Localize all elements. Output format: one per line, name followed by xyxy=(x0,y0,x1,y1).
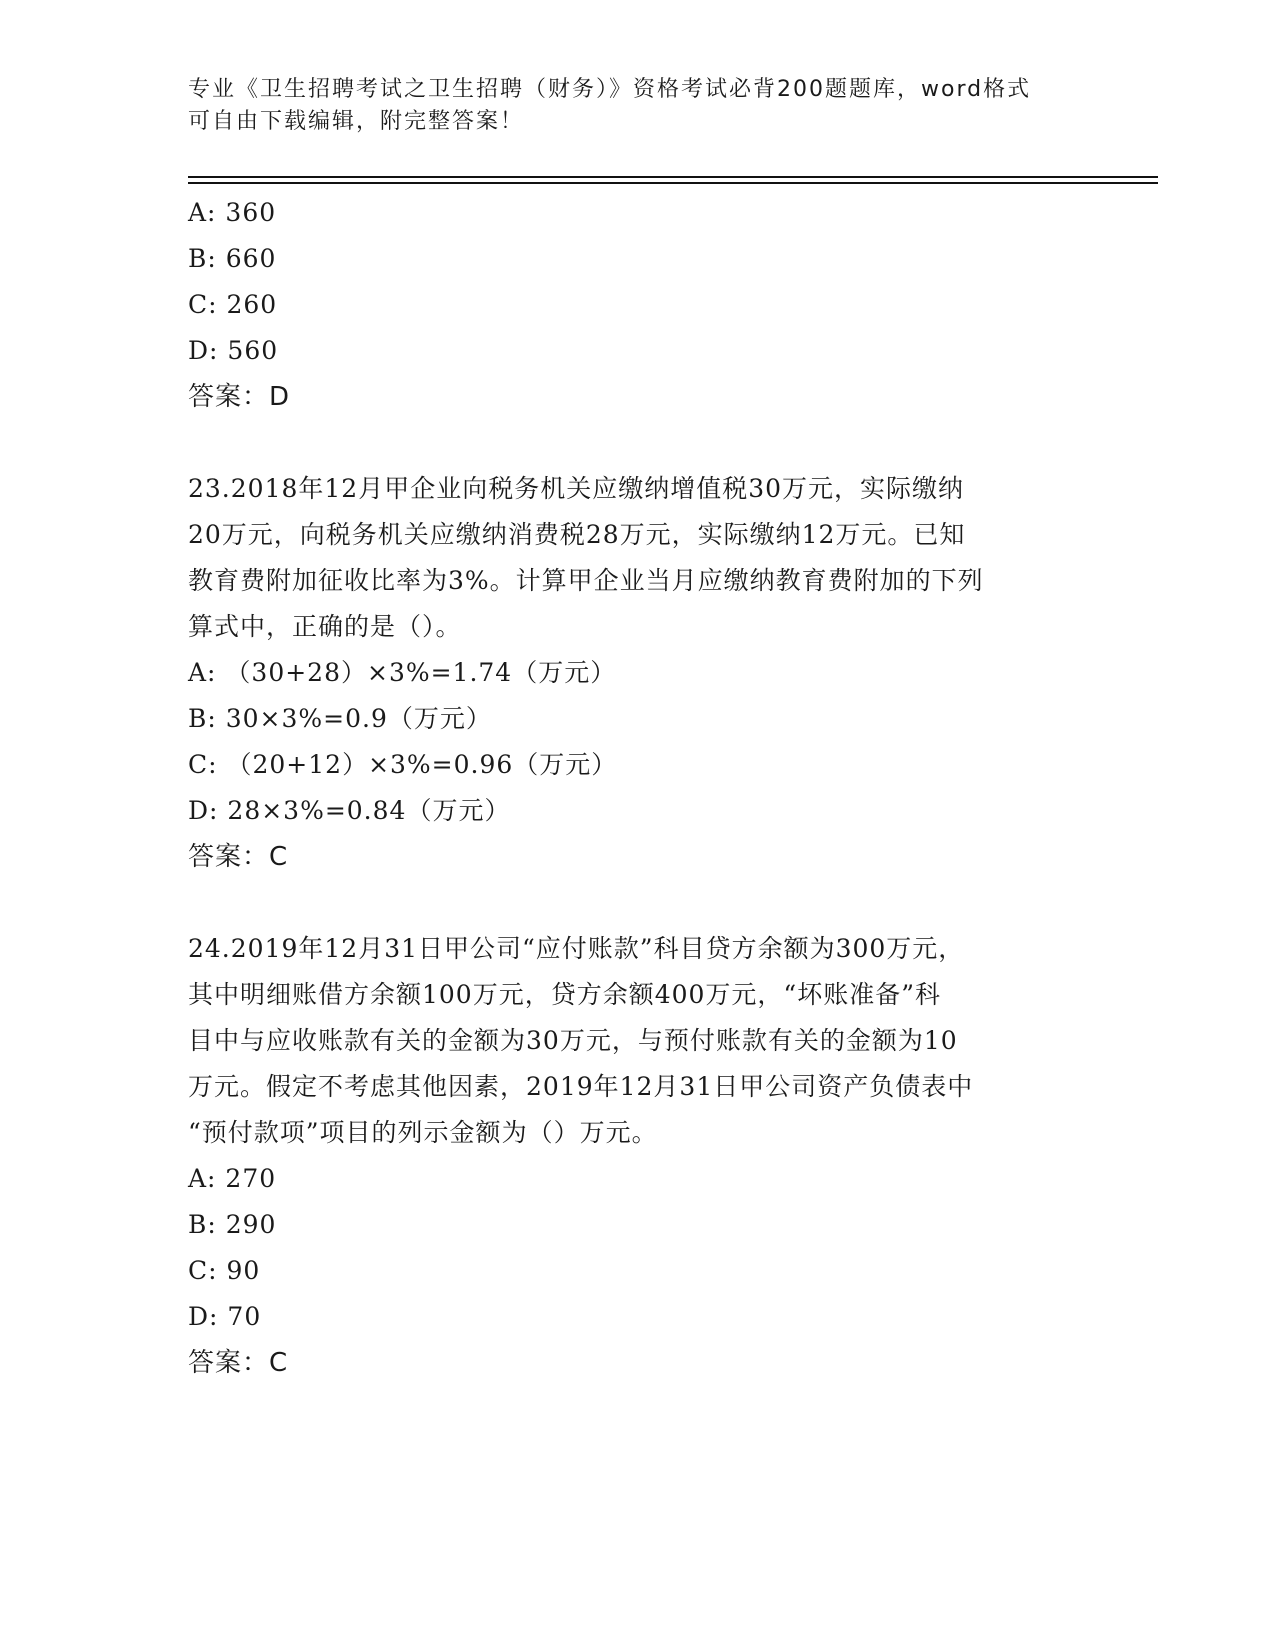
header-line-2: 可自由下载编辑，附完整答案！ xyxy=(188,109,525,134)
option-c: C: （20+12）×3%=0.96（万元） xyxy=(188,750,618,779)
question-24-block xyxy=(188,926,1088,1386)
spacer xyxy=(188,880,1088,926)
question-text-line: 20万元，向税务机关应缴纳消费税28万元，实际缴纳12万元。已知 xyxy=(188,520,966,549)
question-text-line: 目中与应收账款有关的金额为30万元，与预付账款有关的金额为10 xyxy=(188,1026,958,1055)
document-header xyxy=(188,74,1078,138)
answer-line: 答案：C xyxy=(188,842,289,872)
question-23-block xyxy=(188,466,1088,880)
answer-line: 答案：C xyxy=(188,1348,289,1378)
prev-question-block xyxy=(188,190,1088,420)
answer-line: 答案：D xyxy=(188,382,291,412)
question-text-line: “预付款项”项目的列示金额为（）万元。 xyxy=(188,1118,658,1147)
option-c: C: 90 xyxy=(188,1256,261,1285)
header-rule-bottom xyxy=(188,182,1158,184)
question-text-line: 万元。假定不考虑其他因素，2019年12月31日甲公司资产负债表中 xyxy=(188,1072,974,1101)
option-a: A: 270 xyxy=(188,1164,277,1193)
option-a: A: 360 xyxy=(188,198,277,227)
option-d: D: 28×3%=0.84（万元） xyxy=(188,796,511,825)
question-text-line: 23.2018年12月甲企业向税务机关应缴纳增值税30万元，实际缴纳 xyxy=(188,474,965,503)
question-text-line: 24.2019年12月31日甲公司“应付账款”科目贷方余额为300万元， xyxy=(188,934,965,963)
question-content xyxy=(188,190,1088,1386)
option-c: C: 260 xyxy=(188,290,278,319)
question-text-line: 算式中，正确的是（）。 xyxy=(188,612,462,641)
option-b: B: 660 xyxy=(188,244,277,273)
header-line-1: 专业《卫生招聘考试之卫生招聘（财务）》资格考试必背200题题库，word格式 xyxy=(188,77,1032,102)
option-b: B: 290 xyxy=(188,1210,277,1239)
option-a: A: （30+28）×3%=1.74（万元） xyxy=(188,658,617,687)
question-text-line: 教育费附加征收比率为3%。计算甲企业当月应缴纳教育费附加的下列 xyxy=(188,566,984,595)
option-b: B: 30×3%=0.9（万元） xyxy=(188,704,492,733)
header-rule-top xyxy=(188,176,1158,178)
option-d: D: 560 xyxy=(188,336,279,365)
option-d: D: 70 xyxy=(188,1302,262,1331)
question-text-line: 其中明细账借方余额100万元，贷方余额400万元，“坏账准备”科 xyxy=(188,980,941,1009)
spacer xyxy=(188,420,1088,466)
